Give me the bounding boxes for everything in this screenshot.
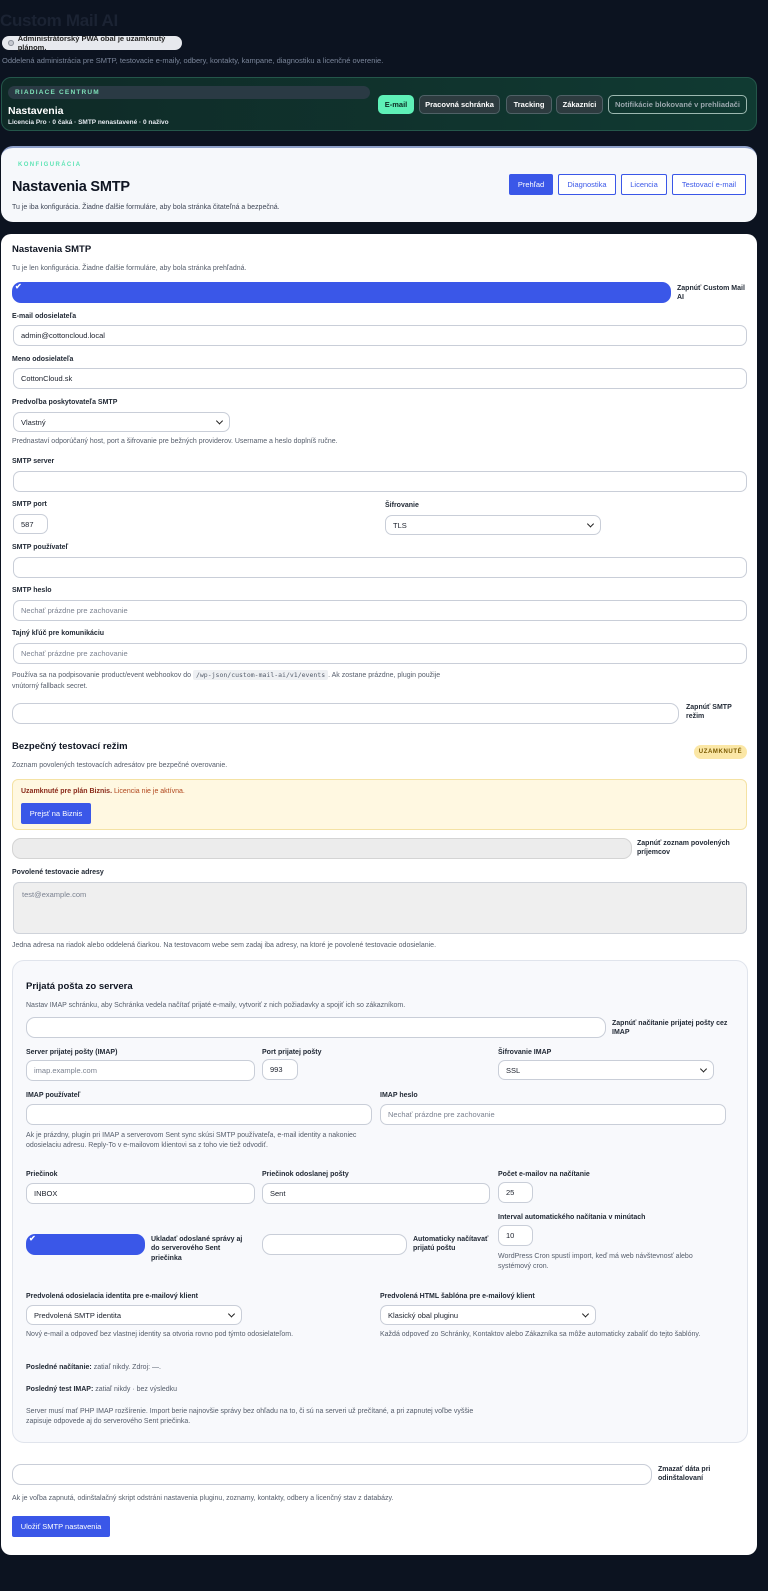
- control-center-kicker: RIADIACE CENTRUM: [8, 86, 370, 99]
- secret-help-part3: vnútorný fallback secret.: [12, 682, 88, 690]
- smtp-password-input[interactable]: Nechať prázdne pre zachovanie: [13, 600, 747, 621]
- sender-email-label: E-mail odosielateľa: [12, 313, 77, 320]
- chevron-down-icon: [228, 1310, 235, 1317]
- app-title: Custom Mail AI: [0, 11, 118, 30]
- last-test-status: [26, 1386, 177, 1393]
- uninstall-label: Zmazať dáta pri odinštalovaní: [658, 1466, 711, 1483]
- provider-select-value: Vlastný: [21, 417, 46, 427]
- identity-select-value: Predvolená SMTP identita: [34, 1310, 121, 1320]
- imap-user-label: IMAP používateľ: [26, 1092, 81, 1099]
- locked-notice-rest: Licencia nie je aktívna.: [113, 788, 185, 795]
- imap-port-label: Port prijatej pošty: [262, 1049, 322, 1056]
- last-fetch-rest: zatiaľ nikdy. Zdroj: —.: [93, 1364, 161, 1371]
- smtp-section-title: Nastavenia SMTP: [12, 244, 92, 255]
- template-select[interactable]: [380, 1305, 596, 1325]
- imap-section: [12, 960, 748, 1443]
- encryption-select[interactable]: [385, 515, 601, 535]
- config-title: Nastavenia SMTP: [12, 179, 130, 195]
- allowed-addresses-label: Povolené testovacie adresy: [12, 869, 104, 876]
- provider-help: Prednastaví odporúčaný host, port a šifrovanie pre bežných providerov. Username a heslo doplníš ručne.: [12, 438, 338, 445]
- identity-select[interactable]: [26, 1305, 242, 1325]
- sent-folder-input[interactable]: Sent: [262, 1183, 490, 1204]
- smtp-user-label: SMTP používateľ: [12, 544, 69, 551]
- allowed-addresses-textarea[interactable]: [13, 882, 747, 934]
- encryption-label: Šifrovanie: [385, 502, 419, 509]
- secret-key-help: [12, 671, 482, 692]
- last-test-rest: zatiaľ nikdy · bez výsledku: [95, 1386, 178, 1393]
- last-fetch-status: [26, 1364, 161, 1371]
- control-center-title: Nastavenia: [8, 105, 64, 117]
- save-sent-toggle[interactable]: [26, 1234, 145, 1255]
- locked-notice-text: [21, 788, 185, 795]
- imap-desc: Nastav IMAP schránku, aby Schránka vedela načítať prijaté e-maily, vytvoriť z nich požiadavky a spojiť ich so zákazníkom.: [26, 1002, 406, 1009]
- imap-encryption-label: Šifrovanie IMAP: [498, 1049, 552, 1056]
- save-sent-label: Ukladať odoslané správy aj do serverového Sent priečinka: [151, 1236, 243, 1262]
- whitelist-toggle[interactable]: [12, 838, 632, 859]
- sender-name-label: Meno odosielateľa: [12, 356, 74, 363]
- imap-password-input[interactable]: Nechať prázdne pre zachovanie: [380, 1104, 726, 1125]
- secret-key-input[interactable]: Nechať prázdne pre zachovanie: [13, 643, 747, 664]
- smtp-mode-label: Zapnúť SMTP režim: [686, 704, 732, 721]
- control-center-meta: Licencia Pro · 0 čaká · SMTP nenastavené · 0 naživo: [8, 119, 169, 126]
- locked-badge: UZAMKNUTÉ: [694, 745, 747, 759]
- smtp-server-input[interactable]: [13, 471, 747, 492]
- folder-label: Priečinok: [26, 1171, 58, 1178]
- tab-email[interactable]: E-mail: [378, 95, 414, 114]
- safe-test-title: Bezpečný testovací režim: [12, 741, 128, 752]
- webhook-endpoint: /wp-json/custom-mail-ai/v1/events: [193, 670, 328, 680]
- imap-server-label: Server prijatej pošty (IMAP): [26, 1049, 118, 1056]
- interval-help: WordPress Cron spustí import, keď má web návštevnosť alebo systémový cron.: [498, 1253, 693, 1271]
- imap-enable-toggle[interactable]: [26, 1017, 606, 1038]
- imap-enable-label: Zapnúť načítanie prijatej pošty cez IMAP: [612, 1020, 728, 1037]
- allowed-addresses-help: Jedna adresa na riadok alebo oddelená čiarkou. Na testovacom webe sem zadaj iba adresy, na ktoré je povolené testovacie odosielanie.: [12, 942, 437, 949]
- uninstall-help: Ak je voľba zapnutá, odinštalačný skript odstráni nastavenia pluginu, zoznamy, kontakty, odbery a licenčný stav z databázy.: [12, 1495, 394, 1502]
- folder-input[interactable]: INBOX: [26, 1183, 255, 1204]
- imap-encryption-select[interactable]: [498, 1060, 714, 1080]
- enable-custom-mail-label: Zapnúť Custom Mail AI: [677, 285, 745, 302]
- last-test-strong: Posledný test IMAP:: [26, 1386, 94, 1393]
- identity-help: Nový e-mail a odpoveď bez vlastnej identity sa otvoria rovno pod týmto odosielateľom.: [26, 1331, 294, 1338]
- check-icon: ✔: [15, 282, 22, 291]
- smtp-password-label: SMTP heslo: [12, 587, 52, 594]
- chevron-down-icon: [587, 520, 594, 527]
- config-kicker: KONFIGURÁCIA: [18, 162, 82, 168]
- app-subtitle: Oddelená administrácia pre SMTP, testovacie e-maily, odbery, kontakty, kampane, diagnostiku a licenčné overenie.: [2, 56, 384, 65]
- allowed-addresses-placeholder: test@example.com: [22, 890, 87, 899]
- imap-password-label: IMAP heslo: [380, 1092, 418, 1099]
- interval-input[interactable]: 10: [498, 1225, 533, 1246]
- fetch-count-label: Počet e-mailov na načítanie: [498, 1171, 590, 1178]
- chevron-down-icon: [582, 1310, 589, 1317]
- sender-email-input[interactable]: admin@cottoncloud.local: [13, 325, 747, 346]
- secret-key-label: Tajný kľúč pre komunikáciu: [12, 630, 105, 637]
- imap-port-input[interactable]: 993: [262, 1059, 298, 1080]
- interval-label: Interval automatického načítania v minútach: [498, 1214, 646, 1221]
- tab-work-inbox[interactable]: Pracovná schránka: [419, 95, 500, 114]
- chevron-down-icon: [700, 1065, 707, 1072]
- lock-dot-icon: [8, 40, 14, 46]
- diagnostics-button[interactable]: Diagnostika: [558, 174, 616, 195]
- imap-user-help: Ak je prázdny, plugin pri IMAP a serverovom Sent sync skúsi SMTP používateľa, e-mail identity a nakoniec odosielaciu adresu. Reply-To v e-mailovom klientovi sa z toho vie tiež odvodiť.: [26, 1132, 357, 1150]
- template-help: Každá odpoveď zo Schránky, Kontaktov alebo Zákazníka sa môže automaticky zabaliť do tejto šablóny.: [380, 1331, 701, 1338]
- check-icon: ✔: [29, 1234, 36, 1243]
- locked-notice: [12, 779, 747, 830]
- lock-notice-text: Administrátorský PWA obal je uzamknutý plánom.: [17, 34, 166, 52]
- encryption-select-value: TLS: [393, 520, 407, 530]
- locked-notice-strong: Uzamknuté pre plán Biznis.: [21, 788, 113, 795]
- template-select-value: Klasický obal pluginu: [388, 1310, 459, 1320]
- smtp-user-input[interactable]: [13, 557, 747, 578]
- license-button[interactable]: Licencia: [621, 174, 667, 195]
- imap-server-note: Server musí mať PHP IMAP rozšírenie. Import berie najnovšie správy bez ohľadu na to, či sú na serveri už prečítané, a pri zapnutej voľbe vyššie zapisuje odpovede aj do serverového Sent priečinka.: [26, 1408, 474, 1426]
- identity-label: Predvolená odosielacia identita pre e-mailový klient: [26, 1293, 198, 1300]
- provider-select[interactable]: [13, 412, 230, 432]
- secret-help-part2: . Ak zostane prázdne, plugin použije: [328, 672, 441, 679]
- smtp-port-input[interactable]: 587: [13, 514, 48, 534]
- save-smtp-button[interactable]: Uložiť SMTP nastavenia: [12, 1516, 110, 1537]
- chevron-down-icon: [216, 417, 223, 424]
- enable-custom-mail-toggle[interactable]: [12, 282, 671, 303]
- whitelist-label: Zapnúť zoznam povolených príjemcov: [637, 840, 730, 857]
- tab-notifications-blocked[interactable]: Notifikácie blokované v prehliadači: [608, 95, 747, 114]
- auto-fetch-label: Automaticky načítavať prijatú poštu: [413, 1236, 489, 1253]
- imap-title: Prijatá pošta zo servera: [26, 981, 133, 992]
- sent-folder-label: Priečinok odoslanej pošty: [262, 1171, 349, 1178]
- upgrade-business-button[interactable]: Prejsť na Biznis: [21, 803, 91, 824]
- config-card: [1, 146, 757, 222]
- control-center: [1, 77, 757, 131]
- tab-tracking[interactable]: Tracking: [506, 95, 552, 114]
- uninstall-toggle[interactable]: [12, 1464, 652, 1485]
- template-label: Predvolená HTML šablóna pre e-mailový klient: [380, 1293, 535, 1300]
- provider-label: Predvoľba poskytovateľa SMTP: [12, 399, 118, 406]
- smtp-port-label: SMTP port: [12, 501, 47, 508]
- smtp-server-label: SMTP server: [12, 458, 55, 465]
- config-desc: Tu je iba konfigurácia. Žiadne ďalšie formuláre, aby bola stránka čitateľná a bezpečná.: [12, 204, 280, 211]
- imap-server-input[interactable]: imap.example.com: [26, 1060, 255, 1081]
- fetch-count-input[interactable]: 25: [498, 1182, 533, 1203]
- safe-test-desc: Zoznam povolených testovacích adresátov pre bezpečné overovanie.: [12, 762, 228, 769]
- imap-encryption-value: SSL: [506, 1065, 521, 1075]
- sender-name-input[interactable]: CottonCloud.sk: [13, 368, 747, 389]
- tab-customers[interactable]: Zákazníci: [556, 95, 603, 114]
- test-email-button[interactable]: Testovací e-mail: [672, 174, 746, 195]
- imap-user-input[interactable]: [26, 1104, 372, 1125]
- lock-notice: [2, 36, 182, 50]
- smtp-section-desc: Tu je len konfigurácia. Žiadne ďalšie formuláre, aby bola stránka prehľadná.: [12, 265, 247, 272]
- secret-help-part1: Používa sa na podpisovanie product/event webhookov do: [12, 672, 192, 679]
- auto-fetch-toggle[interactable]: [262, 1234, 407, 1255]
- last-fetch-strong: Posledné načítanie:: [26, 1364, 92, 1371]
- overview-button[interactable]: Prehľad: [509, 174, 553, 195]
- smtp-settings-card: [1, 234, 757, 1555]
- smtp-mode-toggle[interactable]: [12, 703, 679, 724]
